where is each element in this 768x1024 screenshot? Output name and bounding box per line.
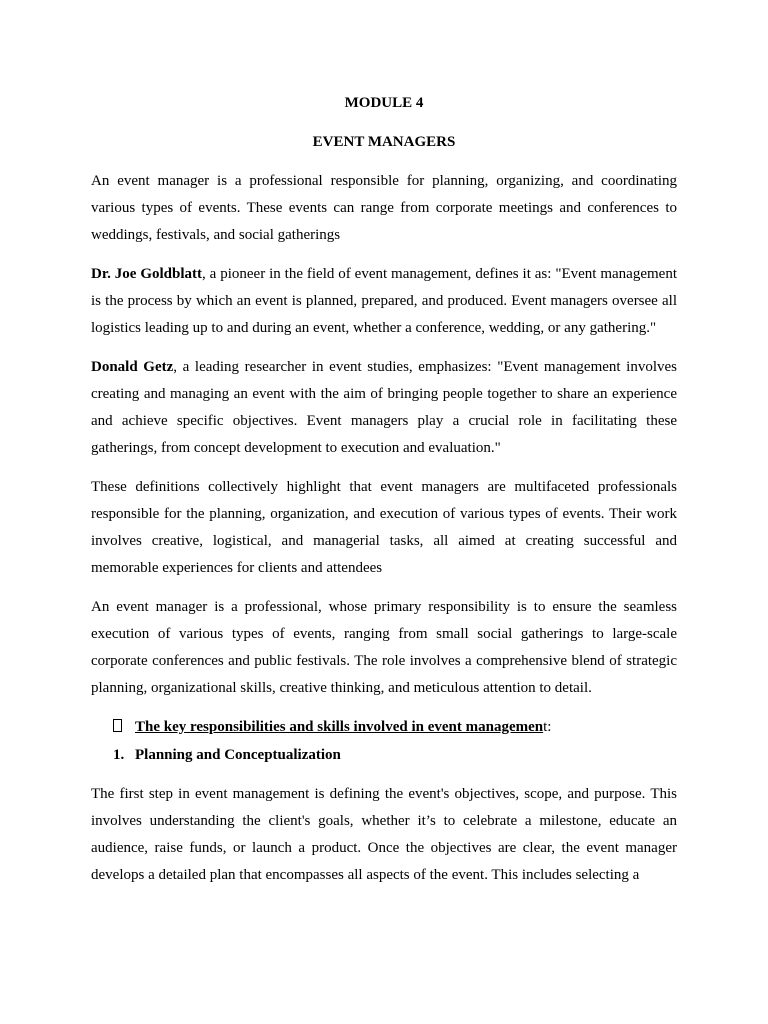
definitions-paragraph: These definitions collectively highlight that event managers are multifaceted professionals responsible for the planning, organization, and execution of various types of events. Their work involves creative, logistical, and managerial tasks, all aimed at creating successful and memorable experiences for clients and attendees xyxy=(91,479,677,576)
bullet-item xyxy=(91,714,677,741)
goldblatt-text: , a pioneer in the field of event management, defines it as: "Event management is the process by which an event is planned, prepared, and produced. Event managers oversee all logistics leading up to and during an event, whether a conference, wedding, or any gathering." xyxy=(91,266,677,336)
bullet-tail-text: t: xyxy=(543,719,552,735)
role-paragraph: An event manager is a professional, whose primary responsibility is to ensure the seamless execution of various types of events, ranging from small social gatherings to large-scale corporate conferences and public festivals. The role involves a comprehensive blend of strategic planning, organizational skills, creative thinking, and meticulous attention to detail. xyxy=(91,599,677,696)
getz-text: , a leading researcher in event studies, emphasizes: "Event management involves creating and managing an event with the aim of bringing people together to share an experience and achieve specific objectives. Event managers play a crucial role in facilitating these gatherings, from concept development to execution and evaluation." xyxy=(91,359,677,456)
goldblatt-paragraph xyxy=(91,261,677,342)
module-title: MODULE 4 xyxy=(344,95,424,111)
planning-paragraph: The first step in event management is defining the event's objectives, scope, and purpose. This involves understanding the client's goals, whether it’s to celebrate a milestone, educate an audience, raise funds, or launch a product. Once the objectives are clear, the event manager develops a detailed plan that encompasses all aspects of the event. This includes selecting a xyxy=(91,786,677,883)
item-number: 1. xyxy=(113,747,125,763)
document-body xyxy=(91,90,677,889)
section-title: EVENT MANAGERS xyxy=(312,134,456,150)
intro-paragraph: An event manager is a professional responsible for planning, organizing, and coordinating various types of events. These events can range from corporate meetings and conferences to weddings, festivals, and social gatherings xyxy=(91,173,677,243)
getz-name: Donald Getz xyxy=(91,359,174,375)
getz-paragraph xyxy=(91,354,677,462)
item-label: Planning and Conceptualization xyxy=(135,747,341,763)
goldblatt-name: Dr. Joe Goldblatt xyxy=(91,266,202,282)
numbered-item xyxy=(91,742,677,769)
bullet-underlined-text: The key responsibilities and skills involved in event managemen xyxy=(135,719,544,735)
bullet-box-icon xyxy=(113,719,122,732)
bullet-text xyxy=(135,714,551,741)
